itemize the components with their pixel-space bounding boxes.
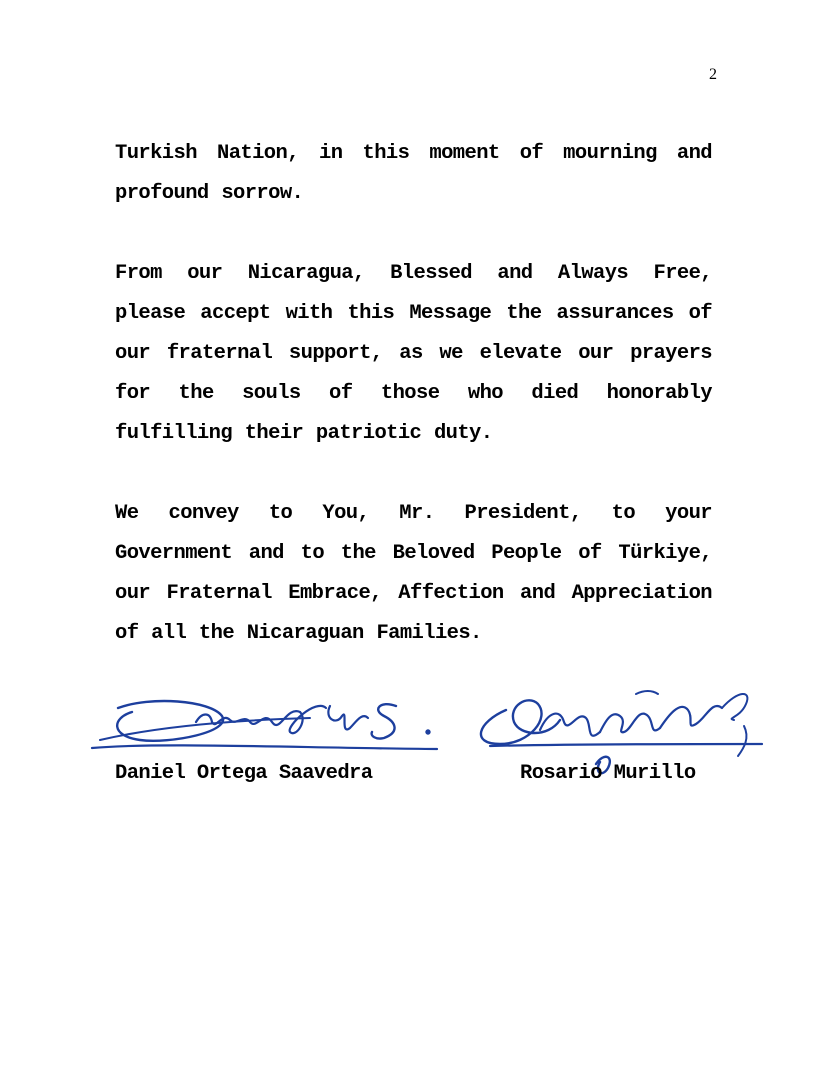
signer-name-right: Rosario Murillo: [520, 762, 696, 785]
signer-name-left: Daniel Ortega Saavedra: [115, 762, 373, 785]
paragraph-3: We convey to You, Mr. President, to your Government and to the Beloved People of Türkiye, our Fraternal Embrace, Affection and Appreciation of all the Nicaraguan Families.: [115, 502, 712, 645]
page-number: 2: [709, 66, 717, 83]
signature-block: [0, 660, 825, 800]
letter-body: [115, 134, 712, 694]
paragraph-1: Turkish Nation, in this moment of mourning and profound sorrow.: [115, 142, 712, 205]
signature-left-mark: [92, 701, 437, 749]
paragraph-2: From our Nicaragua, Blessed and Always Free, please accept with this Message the assurances of our fraternal support, as we elevate our prayers for the souls of those who died honorably fulfilling their patriotic duty.: [115, 262, 712, 445]
signature-right-mark: [481, 691, 762, 773]
